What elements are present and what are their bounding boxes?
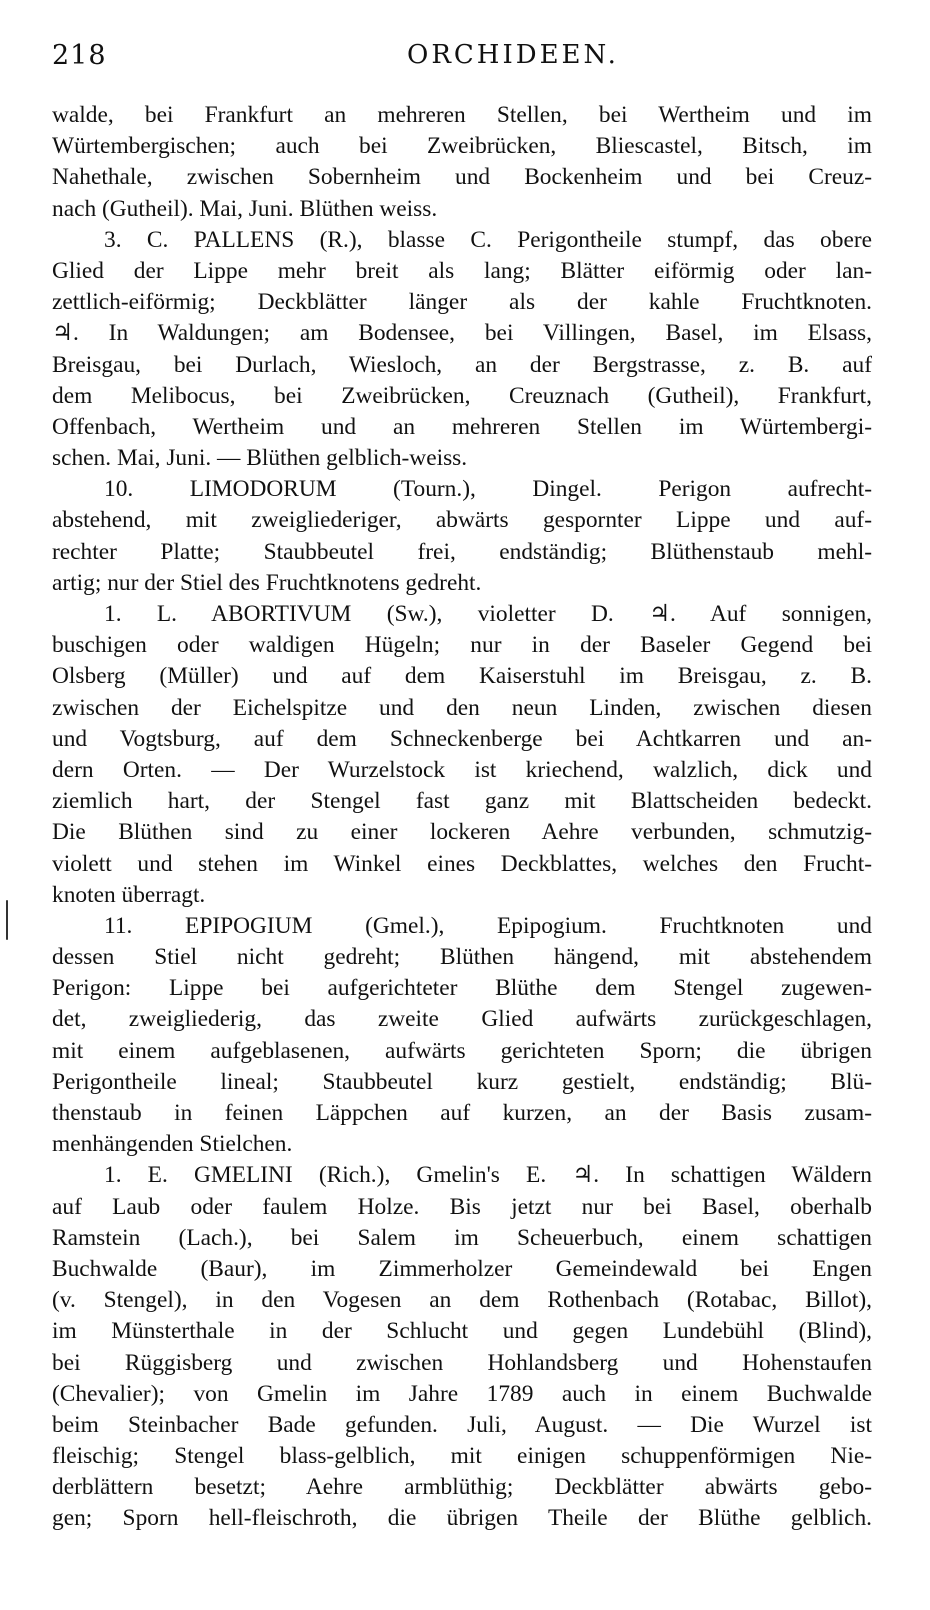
species-entry-l-abortivum: 1. L. ABORTIVUM (Sw.), violetter D. ♃. Auf sonnigen, [104, 601, 872, 627]
text-line: Breisgau, bei Durlach, Wiesloch, an der Bergstrasse, z. B. auf [52, 351, 872, 378]
text-line: nach (Gutheil). Mai, Juni. Blüthen weiss. [52, 195, 438, 222]
running-head: ORCHIDEEN. [407, 40, 619, 70]
text-line: (v. Stengel), in den Vogesen an dem Rothenbach (Rotabac, Billot), [52, 1287, 872, 1314]
text-line: Offenbach, Wertheim und an mehreren Stellen im Würtembergi- [52, 413, 872, 440]
text-line: und Vogtsburg, auf dem Schneckenberge bei Achtkarren und an- [52, 725, 872, 752]
text-line: Buchwalde (Baur), im Zimmerholzer Gemeindewald bei Engen [52, 1255, 872, 1282]
text-line: schen. Mai, Juni. — Blüthen gelblich-weiss. [52, 445, 468, 472]
text-line: Perigontheile lineal; Staubbeutel kurz gestielt, endständig; Blü- [52, 1068, 872, 1095]
text-line: fleischig; Stengel blass-gelblich, mit einigen schuppenförmigen Nie- [52, 1443, 872, 1470]
text-line: zettlich-eiförmig; Deckblätter länger als der kahle Fruchtknoten. [52, 289, 872, 316]
text-line: Nahethale, zwischen Sobernheim und Bockenheim und bei Creuz- [52, 164, 872, 191]
text-line: Ramstein (Lach.), bei Salem im Scheuerbuch, einem schattigen [52, 1224, 872, 1251]
species-entry-c-pallens: 3. C. PALLENS (R.), blasse C. Perigontheile stumpf, das obere [104, 226, 872, 253]
text-line: mit einem aufgeblasenen, aufwärts gerichteten Sporn; die übrigen [52, 1037, 872, 1064]
text-line: menhängenden Stielchen. [52, 1131, 293, 1158]
text-line: ♃. In Waldungen; am Bodensee, bei Villingen, Basel, im Elsass, [52, 320, 872, 347]
page-header [52, 40, 872, 80]
text-line: thenstaub in feinen Läppchen auf kurzen, an der Basis zusam- [52, 1100, 872, 1126]
text-line: dessen Stiel nicht gedreht; Blüthen hängend, mit abstehendem [52, 944, 872, 971]
text-line: rechter Platte; Staubbeutel frei, endständig; Blüthenstaub mehl- [52, 538, 872, 565]
text-line: auf Laub oder faulem Holze. Bis jetzt nur bei Basel, oberhalb [52, 1193, 872, 1220]
margin-mark [6, 900, 8, 940]
text-line: Würtembergischen; auch bei Zweibrücken, Bliescastel, Bitsch, im [52, 133, 872, 160]
text-line: Die Blüthen sind zu einer lockeren Aehre verbunden, schmutzig- [52, 819, 872, 846]
text-line: derblättern besetzt; Aehre armblüthig; Deckblätter abwärts gebo- [52, 1474, 872, 1501]
text-line: buschigen oder waldigen Hügeln; nur in der Baseler Gegend bei [52, 632, 872, 659]
text-line: dem Melibocus, bei Zweibrücken, Creuznach (Gutheil), Frankfurt, [52, 382, 872, 409]
body-text [52, 100, 872, 1535]
text-line: Olsberg (Müller) und auf dem Kaiserstuhl im Breisgau, z. B. [52, 663, 872, 690]
text-line: abstehend, mit zweigliederiger, abwärts gespornter Lippe und auf- [52, 507, 872, 534]
page-number: 218 [52, 40, 107, 71]
genus-heading-epipogium: 11. EPIPOGIUM (Gmel.), Epipogium. Fruchtknoten und [104, 912, 872, 939]
text-line: det, zweigliederig, das zweite Glied aufwärts zurückgeschlagen, [52, 1006, 872, 1033]
text-line: Glied der Lippe mehr breit als lang; Blätter eiförmig oder lan- [52, 257, 872, 284]
text-line: gen; Sporn hell-fleischroth, die übrigen Theile der Blüthe gelblich. [52, 1505, 872, 1532]
text-line: Perigon: Lippe bei aufgerichteter Blüthe dem Stengel zugewen- [52, 975, 872, 1002]
text-line: dern Orten. — Der Wurzelstock ist kriechend, walzlich, dick und [52, 756, 872, 783]
text-line: beim Steinbacher Bade gefunden. Juli, August. — Die Wurzel ist [52, 1411, 872, 1438]
text-line: ziemlich hart, der Stengel fast ganz mit Blattscheiden bedeckt. [52, 788, 872, 815]
text-line: artig; nur der Stiel des Fruchtknotens gedreht. [52, 569, 482, 596]
text-line: walde, bei Frankfurt an mehreren Stellen, bei Wertheim und im [52, 102, 872, 128]
text-line: violett und stehen im Winkel eines Deckblattes, welches den Frucht- [52, 850, 872, 877]
text-line: im Münsterthale in der Schlucht und gegen Lundebühl (Blind), [52, 1318, 872, 1345]
text-line: (Chevalier); von Gmelin im Jahre 1789 auch in einem Buchwalde [52, 1380, 872, 1407]
text-line: zwischen der Eichelspitze und den neun Linden, zwischen diesen [52, 694, 872, 721]
species-entry-e-gmelini: 1. E. GMELINI (Rich.), Gmelin's E. ♃. In schattigen Wäldern [104, 1162, 872, 1189]
text-line: bei Rüggisberg und zwischen Hohlandsberg und Hohenstaufen [52, 1349, 872, 1376]
text-line: knoten überragt. [52, 881, 206, 908]
genus-heading-limodorum: 10. LIMODORUM (Tourn.), Dingel. Perigon aufrecht- [104, 476, 872, 503]
